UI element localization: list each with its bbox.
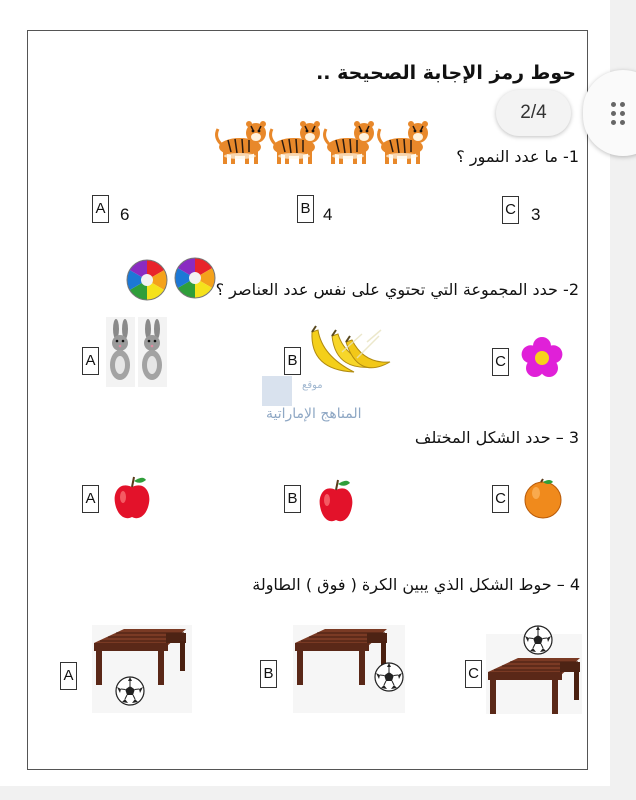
question-2-text: 2- حدد المجموعة التي تحتوي على نفس عدد العناصر ؟: [215, 280, 579, 299]
beach-balls-image: [125, 256, 215, 304]
orange-image: [522, 476, 564, 520]
q2-option-c-box[interactable]: C: [492, 348, 509, 376]
rabbits-image: [106, 317, 168, 387]
q3-option-c-box[interactable]: C: [492, 485, 509, 513]
q2-option-a-box[interactable]: A: [82, 347, 99, 375]
tigers-image: [214, 113, 436, 169]
apple-a-image: [113, 473, 151, 521]
q1-option-a-value: 6: [120, 205, 130, 224]
table-ball-beside-image: [293, 625, 405, 715]
q3-option-a-box[interactable]: A: [82, 485, 99, 513]
apple-b-image: [318, 476, 354, 524]
flower-image: [521, 337, 563, 379]
q1-option-b-box[interactable]: B: [297, 195, 314, 223]
q1-option-c-value: 3: [531, 205, 541, 224]
question-3-text: 3 – حدد الشكل المختلف: [414, 428, 579, 447]
q3-option-b-box[interactable]: B: [284, 485, 301, 513]
watermark: [262, 376, 382, 432]
worksheet-title: حوط رمز الإجابة الصحيحة ..: [316, 62, 576, 84]
table-ball-on-top-image: [486, 624, 582, 714]
q4-option-a-box[interactable]: A: [60, 662, 77, 690]
drag-dot-icon: [620, 120, 625, 125]
question-4-text: 4 – حوط الشكل الذي يبين الكرة ( فوق ) الطاولة: [252, 575, 580, 594]
watermark-line2: المناهج الإماراتية: [266, 406, 362, 422]
drag-dot-icon: [611, 102, 616, 107]
page-indicator: 2/4: [496, 90, 571, 136]
drag-dot-icon: [620, 102, 625, 107]
watermark-line1: موقع: [302, 380, 323, 391]
q4-option-b-box[interactable]: B: [260, 660, 277, 688]
q1-option-a-box[interactable]: A: [92, 195, 109, 223]
q2-option-b-box[interactable]: B: [284, 347, 301, 375]
bananas-image: [302, 322, 392, 382]
q1-option-c-box[interactable]: C: [502, 196, 519, 224]
watermark-logo: [262, 376, 292, 406]
q4-option-c-box[interactable]: C: [465, 660, 482, 688]
table-ball-under-image: [92, 625, 192, 715]
drag-dot-icon: [611, 120, 616, 125]
q1-option-b-value: 4: [323, 205, 333, 224]
drag-dot-icon: [611, 111, 616, 116]
drag-dot-icon: [620, 111, 625, 116]
question-1-text: 1- ما عدد النمور ؟: [456, 147, 579, 166]
